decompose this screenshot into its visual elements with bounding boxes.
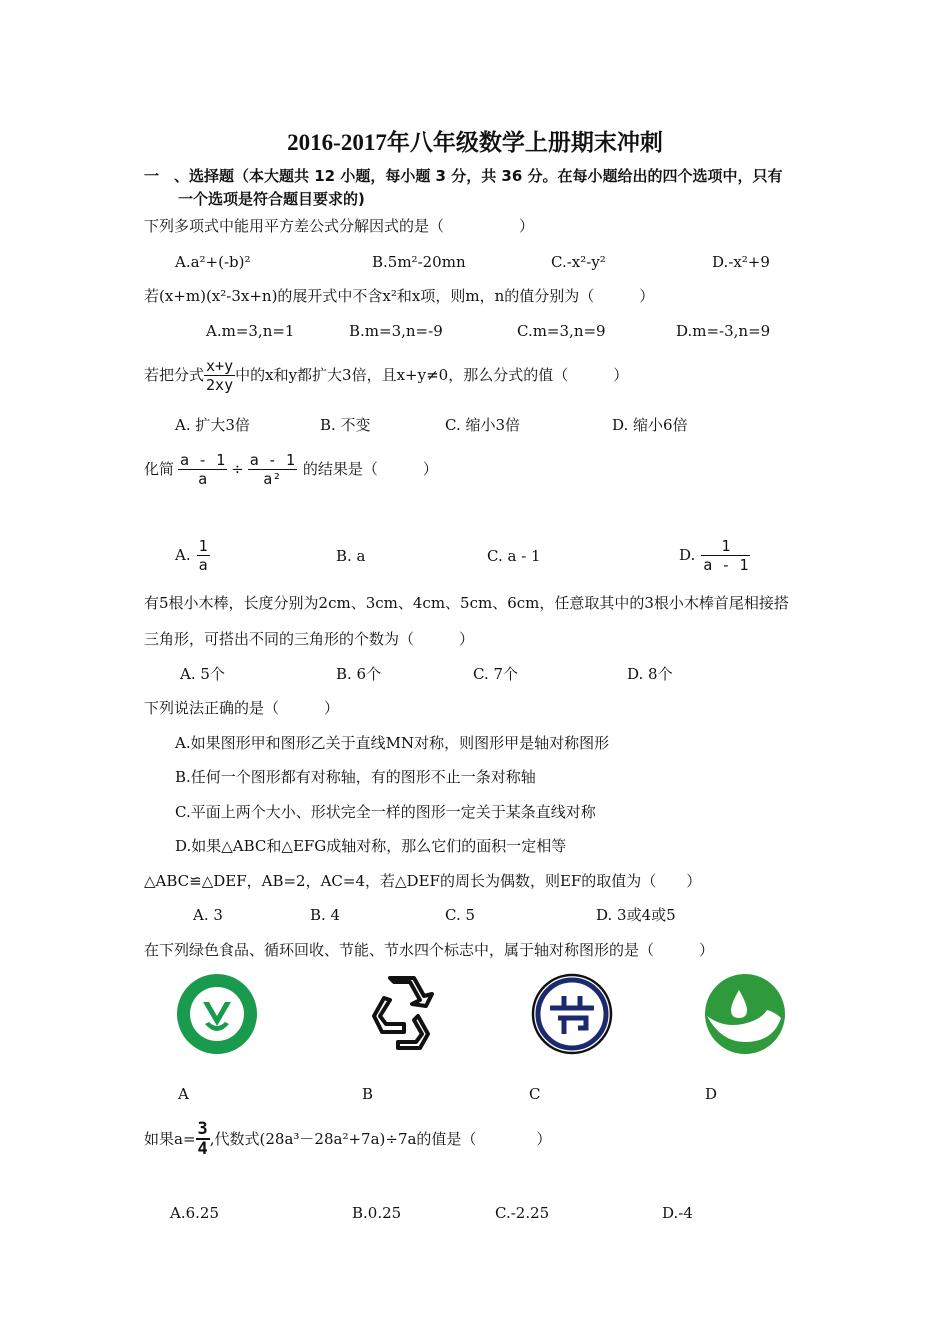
q9-option-a: A.6.25 <box>170 1204 219 1222</box>
q1-option-a: A.a²+(-b)² <box>175 253 251 271</box>
q9-stem-post: ,代数式(28a³－28a²+7a)÷7a的值是（ ） <box>209 1130 552 1148</box>
q2-option-b: B.m=3,n=-9 <box>349 322 443 340</box>
q3-option-a: A. 扩大3倍 <box>175 416 250 434</box>
water-saving-logo <box>703 972 787 1056</box>
q6-option-b: B.任何一个图形都有对称轴，有的图形不止一条对称轴 <box>175 768 536 786</box>
q9-stem <box>144 1114 551 1164</box>
recycle-arrow-left <box>374 998 404 1032</box>
q7-option-d: D. 3或4或5 <box>596 906 676 924</box>
q5-option-d: D. 8个 <box>627 665 673 683</box>
q4-option-d-numerator: 1 <box>701 537 750 556</box>
q9-fraction-denominator: 4 <box>197 1139 208 1159</box>
q5-option-c: C. 7个 <box>473 665 519 683</box>
q4-f1-denominator: a <box>198 469 208 488</box>
q4-stem-post: 的结果是（ ） <box>302 460 438 478</box>
q4-option-a-fraction <box>197 537 210 574</box>
q7-option-c: C. 5 <box>445 906 476 924</box>
q4-f2-numerator: a - 1 <box>249 450 295 469</box>
q3-fraction-numerator: x+y <box>206 356 234 375</box>
energy-logo-outer <box>533 975 611 1053</box>
q5-option-a: A. 5个 <box>180 665 225 683</box>
q4-option-c: C. a - 1 <box>487 547 541 565</box>
q9-fraction-numerator: 3 <box>197 1119 208 1139</box>
q2-stem: 若(x+m)(x²-3x+n)的展开式中不含x²和x项，则m，n的值分别为（ ） <box>144 287 655 305</box>
q8-label-a: A <box>178 1085 189 1103</box>
q8-label-d: D <box>705 1085 718 1103</box>
q4-f1-numerator: a - 1 <box>180 450 226 469</box>
q3-option-d: D. 缩小6倍 <box>612 416 688 434</box>
q3-option-c: C. 缩小3倍 <box>445 416 521 434</box>
q7-option-a: A. 3 <box>193 906 223 924</box>
q4-fraction-1 <box>178 451 227 488</box>
q4-option-a-label: A. <box>175 546 191 564</box>
q3-fraction-denominator: 2xy <box>206 375 234 394</box>
energy-saving-logo <box>530 972 614 1056</box>
q9-option-c: C.-2.25 <box>495 1204 550 1222</box>
q4-option-d <box>679 534 750 576</box>
q9-stem-pre: 如果a= <box>144 1130 196 1148</box>
q4-option-a <box>175 534 210 576</box>
q6-option-a: A.如果图形甲和图形乙关于直线MN对称，则图形甲是轴对称图形 <box>175 734 610 752</box>
q8-label-b: B <box>362 1085 374 1103</box>
q5-stem-line2: 三角形，可搭出不同的三角形的个数为（ ） <box>144 630 475 648</box>
recycle-logo <box>360 972 444 1056</box>
q1-stem: 下列多项式中能用平方差公式分解因式的是（ ） <box>144 217 535 235</box>
q8-stem: 在下列绿色食品、循环回收、节能、节水四个标志中，属于轴对称图形的是（ ） <box>144 941 715 959</box>
q4-option-b: B. a <box>336 547 366 565</box>
q2-option-c: C.m=3,n=9 <box>517 322 606 340</box>
q4-option-d-fraction <box>701 537 750 574</box>
section-header-line1: 一 、选择题（本大题共 12 小题，每小题 3 分，共 36 分。在每小题给出的四个选项中，只有 <box>144 167 783 185</box>
q9-fraction <box>196 1120 210 1158</box>
section-header-line2: 一个选项是符合题目要求的) <box>178 190 365 208</box>
q3-fraction <box>204 357 235 394</box>
q3-option-b: B. 不变 <box>320 416 371 434</box>
q4-f2-denominator: a² <box>263 469 282 488</box>
q9-option-b: B.0.25 <box>352 1204 402 1222</box>
q7-stem: △ABC≌△DEF，AB=2，AC=4，若△DEF的周长为偶数，则EF的取值为（ ） <box>144 872 702 890</box>
q1-option-b: B.5m²-20mn <box>372 253 466 271</box>
q2-option-a: A.m=3,n=1 <box>206 322 295 340</box>
q6-option-d: D.如果△ABC和△EFG成轴对称，那么它们的面积一定相等 <box>175 837 567 855</box>
q1-option-c: C.-x²-y² <box>551 253 606 271</box>
q4-option-a-denominator: a <box>198 555 208 574</box>
q4-fraction-2 <box>248 451 297 488</box>
q3-stem-post: 中的x和y都扩大3倍，且x+y≠0，那么分式的值（ ） <box>235 366 629 384</box>
page-title: 2016-2017年八年级数学上册期末冲刺 <box>287 130 663 155</box>
q8-label-c: C <box>529 1085 541 1103</box>
q1-option-d: D.-x²+9 <box>712 253 770 271</box>
q4-option-d-label: D. <box>679 546 696 564</box>
recycle-arrow-top <box>390 978 432 1006</box>
q9-option-d: D.-4 <box>662 1204 693 1222</box>
q4-divide-sign: ÷ <box>231 460 244 478</box>
q4-stem <box>144 444 438 494</box>
green-food-logo <box>175 972 259 1056</box>
q4-option-a-numerator: 1 <box>198 536 208 555</box>
q7-option-b: B. 4 <box>310 906 341 924</box>
q2-option-d: D.m=-3,n=9 <box>676 322 771 340</box>
q5-option-b: B. 6个 <box>336 665 382 683</box>
q4-option-d-denominator: a - 1 <box>703 555 749 574</box>
q3-stem-pre: 若把分式 <box>144 366 205 384</box>
q6-stem: 下列说法正确的是（ ） <box>144 699 340 717</box>
q3-stem <box>144 354 628 396</box>
q5-stem-line1: 有5根小木棒，长度分别为2cm、3cm、4cm、5cm、6cm，任意取其中的3根小木棒首尾相接搭 <box>144 594 789 612</box>
q6-option-c: C.平面上两个大小、形状完全一样的图形一定关于某条直线对称 <box>175 803 596 821</box>
q4-stem-pre: 化简 <box>144 460 175 478</box>
